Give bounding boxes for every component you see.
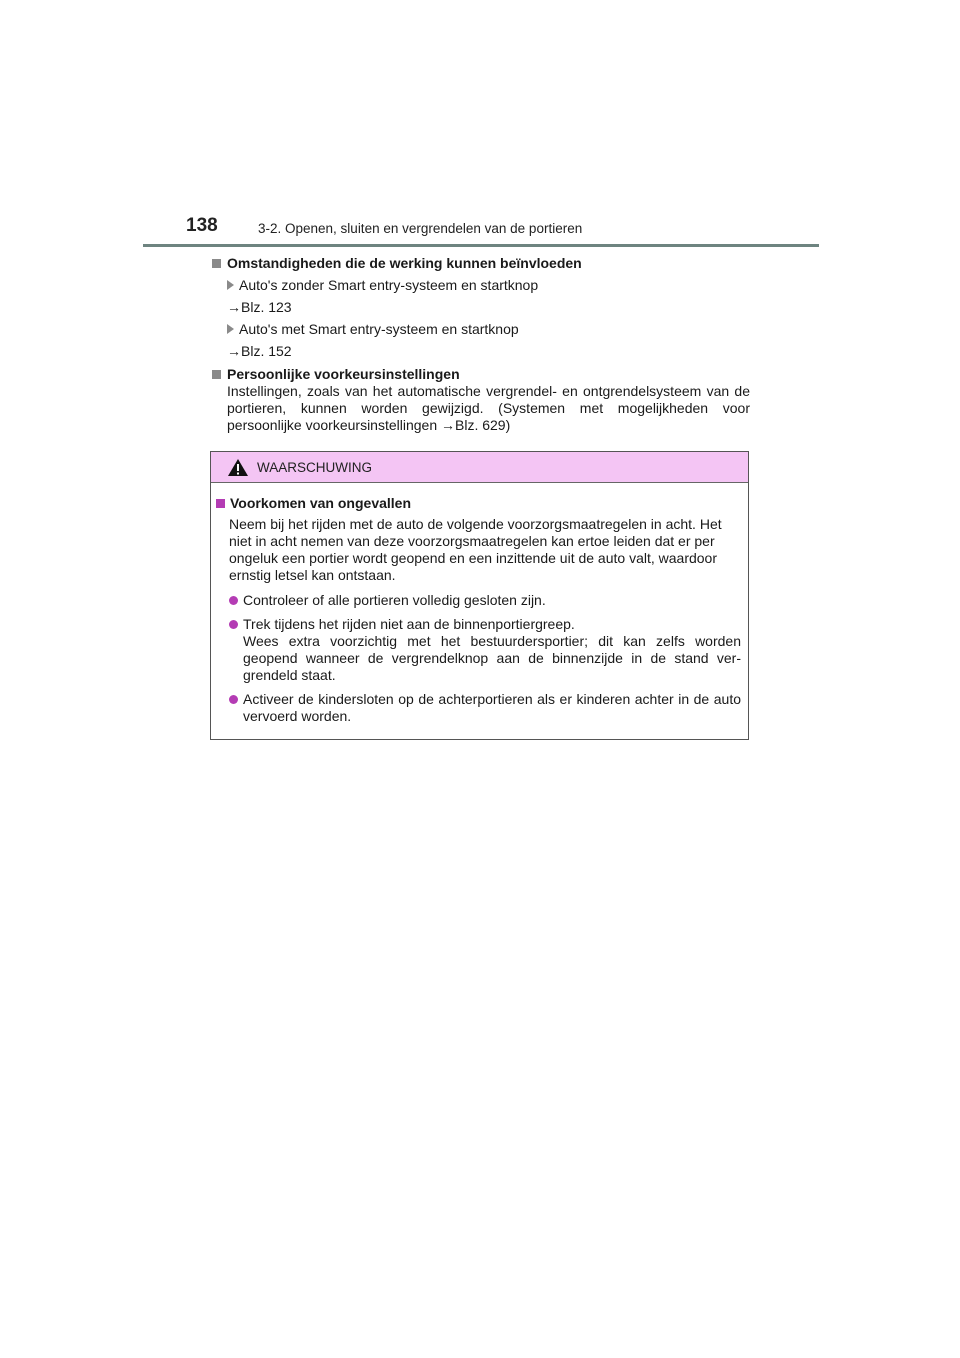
heading-text: Persoonlijke voorkeursinstellingen — [227, 366, 460, 382]
section-heading-conditions — [210, 255, 750, 272]
main-content — [210, 255, 750, 434]
list-item — [227, 277, 750, 294]
warning-header — [211, 452, 748, 483]
heading-text: Voorkomen van ongevallen — [230, 495, 412, 511]
square-bullet-icon — [216, 499, 225, 508]
triangle-bullet-icon — [227, 280, 234, 290]
warning-bullet — [229, 592, 741, 609]
section-title: 3-2. Openen, sluiten en vergrendelen van de portieren — [258, 221, 583, 236]
warning-heading — [216, 495, 741, 512]
warning-intro: Neem bij het rijden met de auto de volgende voorzorgsmaatregelen in acht. Het niet in acht nemen van deze voorzorgsmaatregelen kan ertoe leiden dat er per ongeluk een portier wordt geopend en een inzittende uit de auto valt, waardoor ernstig letsel kan ontstaan. — [229, 516, 722, 583]
warning-triangle-icon — [227, 458, 249, 477]
preferences-paragraph: Instellingen, zoals van het automatische vergrendel- en ontgrendelsysteem van de portieren, kunnen worden gewijzigd. (Systemen met mogelijkheden voor persoonlijke voorkeursinstellingen →Blz. 629) — [227, 383, 750, 433]
warning-box — [210, 451, 749, 740]
heading-text: Omstandigheden die de werking kunnen beïnvloeden — [227, 255, 582, 271]
circle-bullet-icon — [229, 596, 238, 605]
circle-bullet-icon — [229, 695, 238, 704]
page-reference-link[interactable]: →Blz. 152 — [227, 343, 292, 359]
bullet-text: Activeer de kindersloten op de achterportieren als er kinderen achter in de auto vervoerd worden. — [243, 691, 741, 724]
square-bullet-icon — [212, 370, 221, 379]
page-reference-link[interactable]: →Blz. 123 — [227, 299, 292, 315]
bullet-text: Trek tijdens het rijden niet aan de binnenportiergreep. — [243, 616, 575, 632]
bullet-text-group — [243, 616, 741, 684]
warning-bullet — [229, 616, 741, 684]
section-heading-preferences — [210, 366, 750, 383]
warning-bullet — [229, 691, 741, 725]
warning-body — [211, 483, 748, 725]
list-item-label: Auto's zonder Smart entry-systeem en startknop — [239, 277, 539, 293]
circle-bullet-icon — [229, 620, 238, 629]
triangle-bullet-icon — [227, 324, 234, 334]
header-divider — [143, 244, 819, 247]
list-item-label: Auto's met Smart entry-systeem en startknop — [239, 321, 519, 337]
bullet-text: Controleer of alle portieren volledig gesloten zijn. — [243, 592, 546, 608]
page-number: 138 — [186, 215, 218, 236]
list-item — [227, 321, 750, 338]
square-bullet-icon — [212, 259, 221, 268]
bullet-text: Wees extra voorzichtig met het bestuurdersportier; dit kan zelfs worden geopend wanneer de vergrendelknop aan de binnenzijde in de stand ver-grendeld staat. — [243, 633, 741, 683]
warning-title: WAARSCHUWING — [257, 459, 372, 475]
